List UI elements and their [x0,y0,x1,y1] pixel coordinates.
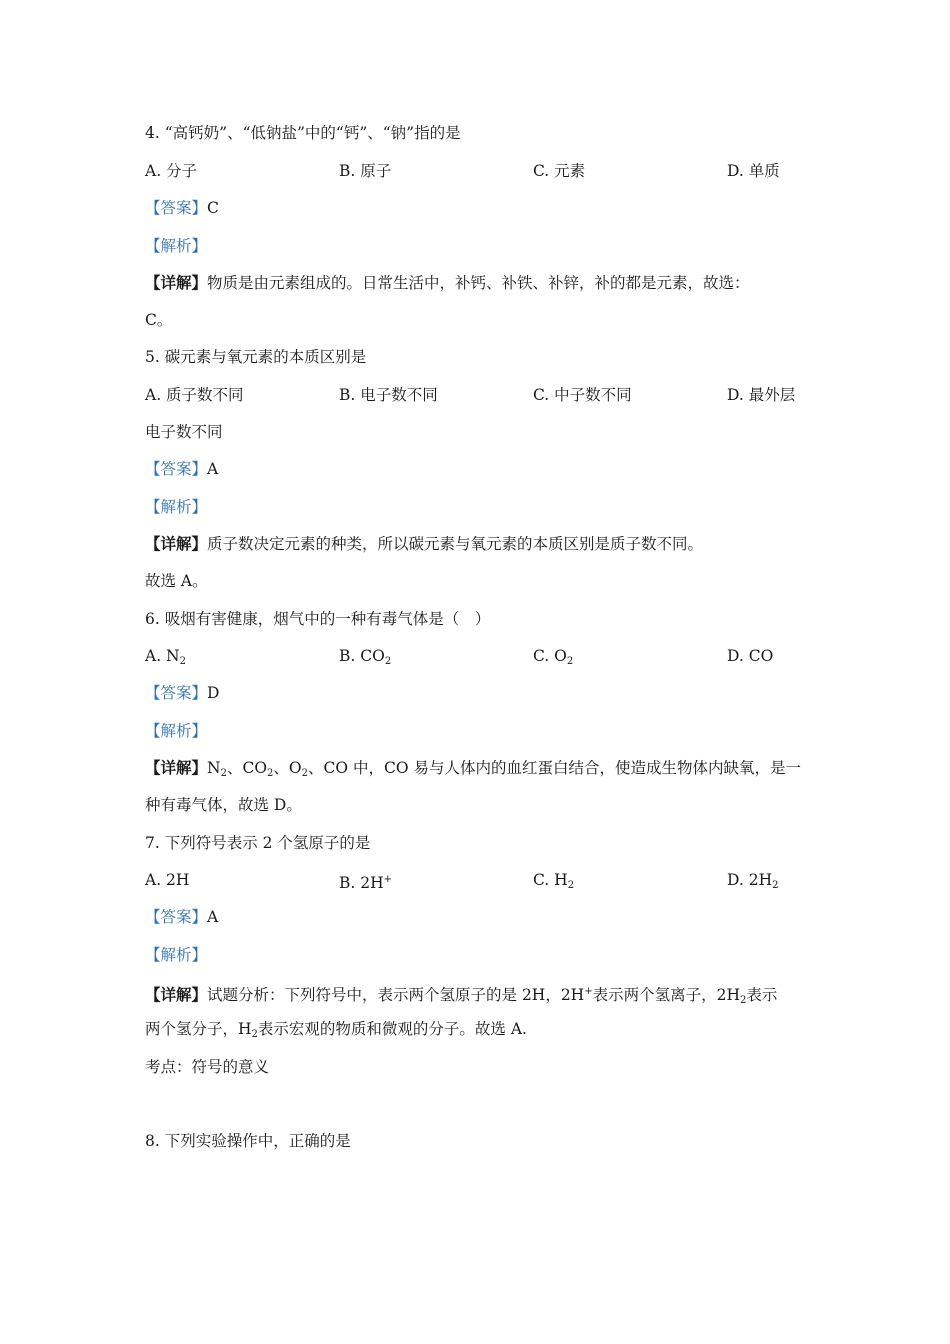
q7-option-c: C. $H_2$ [533,871,575,891]
answer-value: C [207,199,219,217]
analysis-label: 【解析】 [145,722,208,740]
q6-option-b: B. $CO_2$ [339,647,392,667]
q7-answer [145,906,810,928]
q5-option-b: B. 电子数不同 [339,386,438,404]
answer-value: A [207,460,219,478]
q7-stem: 7. 下列符号表示 2 个氢原子的是 [145,834,371,852]
q5-option-d: D. 最外层 [727,386,796,404]
detail-label: 【详解】 [145,758,208,777]
analysis-label: 【解析】 [145,237,208,255]
detail-text: 质子数决定元素的种类，所以碳元素与氧元素的本质区别是质子数不同。 [207,535,704,553]
q6-stem: 6. 吸烟有害健康，烟气中的一种有毒气体是（ ） [145,610,491,628]
q7-option-d: D. $2H_2$ [727,871,779,891]
q4-option-c: C. 元素 [533,162,586,180]
analysis-label: 【解析】 [145,946,208,964]
q4-option-a: A. 分子 [145,162,198,180]
analysis-label: 【解析】 [145,498,208,516]
q7-analysis [145,944,810,966]
detail-label: 【详解】 [145,985,208,1004]
answer-label: 【答案】 [145,908,208,926]
detail-label: 【详解】 [145,534,208,553]
q6-option-d: D. CO [727,647,774,665]
q5-option-d-cont: 电子数不同 [145,423,223,441]
q5-detail-cont: 故选 A。 [145,572,208,590]
answer-label: 【答案】 [145,460,208,478]
q6-detail: 【详解】$N_2$、$CO_2$、$O_2$、CO 中，CO 易与人体内的血红蛋白结合，使造成生物体内缺氧，是一 [145,758,801,779]
q4-detail [145,272,810,294]
q7-detail-cont: 两个氢分子，$H_2$表示宏观的物质和微观的分子。故选 A. [145,1020,527,1040]
q7-detail: 【详解】试题分析：下列符号中，表示两个氢原子的是 2H，2H+表示两个氢离子，$2H_2$表示 [145,985,778,1006]
q5-detail [145,533,810,555]
q5-stem: 5. 碳元素与氧元素的本质区别是 [145,348,367,366]
q4-option-b: B. 原子 [339,162,392,180]
q6-option-c: C. $O_2$ [533,647,574,667]
q7-option-a: A. 2H [145,871,190,889]
q6-option-a: A. $N_2$ [145,647,186,667]
q4-analysis [145,235,810,257]
q4-stem: 4. “高钙奶”、“低钠盐”中的“钙”、“钠”指的是 [145,124,461,142]
q6-analysis [145,720,810,742]
q5-option-c: C. 中子数不同 [533,386,632,404]
answer-label: 【答案】 [145,199,208,217]
q7-option-b: B. 2H+ [339,874,393,892]
q5-analysis [145,496,810,518]
q4-detail-cont: C。 [145,311,173,329]
q4-answer [145,197,810,219]
q6-answer [145,682,810,704]
q7-note: 考点：符号的意义 [145,1058,270,1076]
detail-text: 物质是由元素组成的。日常生活中，补钙、补铁、补锌，补的都是元素，故选： [207,274,750,292]
detail-label: 【详解】 [145,273,208,292]
q5-option-a: A. 质子数不同 [145,386,244,404]
answer-value: D [207,684,220,702]
answer-label: 【答案】 [145,684,208,702]
q5-answer [145,458,810,480]
q6-detail-cont: 种有毒气体，故选 D。 [145,796,302,814]
answer-value: A [207,908,219,926]
q4-option-d: D. 单质 [727,162,780,180]
q8-stem: 8. 下列实验操作中，正确的是 [145,1132,351,1150]
